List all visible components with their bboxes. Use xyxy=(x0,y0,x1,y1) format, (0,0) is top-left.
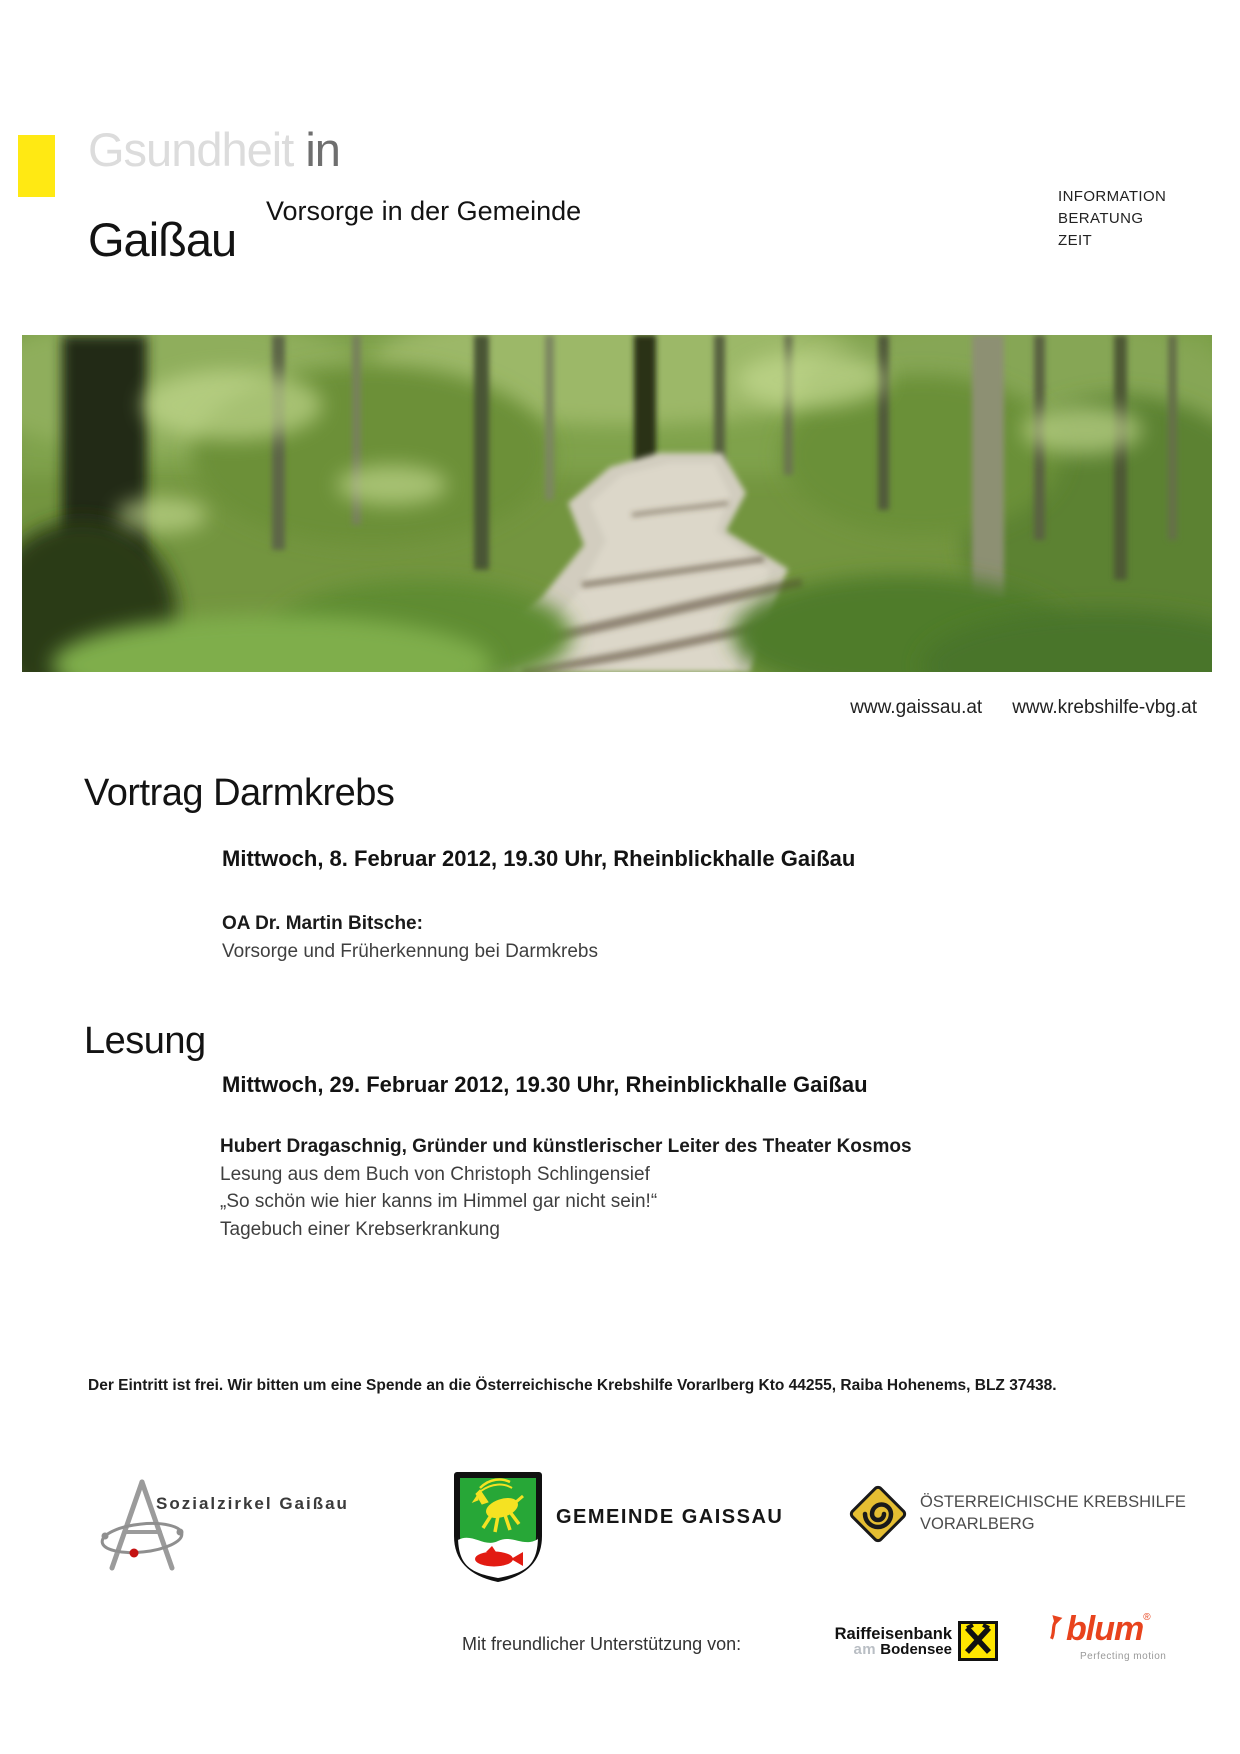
info-line: ZEIT xyxy=(1058,232,1093,249)
raiffeisen-gable-cross-icon xyxy=(958,1621,998,1661)
blum-logo xyxy=(1046,1610,1151,1649)
lesung-book-line: Lesung aus dem Buch von Christoph Schlingensief xyxy=(220,1164,650,1185)
title-in: in xyxy=(305,123,340,176)
blum-registered-mark: ® xyxy=(1143,1612,1151,1623)
gemeinde-gaissau-label: GEMEINDE GAISSAU xyxy=(556,1506,784,1528)
raiffeisen-label-line2 xyxy=(806,1642,952,1657)
krebshilfe-spiral-icon xyxy=(846,1482,910,1546)
krebshilfe-url: www.krebshilfe-vbg.at xyxy=(1012,697,1197,718)
forest-path-photo xyxy=(22,335,1212,672)
info-line: BERATUNG xyxy=(1058,210,1144,227)
raiffeisen-label-line1: Raiffeisenbank xyxy=(834,1625,952,1643)
vortrag-speaker: OA Dr. Martin Bitsche: xyxy=(222,913,423,934)
blum-tagline: Perfecting motion xyxy=(1080,1651,1167,1662)
krebshilfe-label-line1: ÖSTERREICHISCHE KREBSHILFE xyxy=(920,1493,1186,1511)
title-town: Gaißau xyxy=(88,213,237,266)
page-title xyxy=(88,122,340,177)
entry-donation-notice: Der Eintritt ist frei. Wir bitten um eine Spende an die Österreichische Krebshilfe Vorarlberg Kto 44255, Raiba Hohenems, BLZ 37438. xyxy=(88,1377,1057,1394)
info-line: INFORMATION xyxy=(1058,188,1167,205)
blum-wordmark: blum xyxy=(1066,1610,1144,1648)
event-datetime-vortrag: Mittwoch, 8. Februar 2012, 19.30 Uhr, Rheinblickhalle Gaißau xyxy=(222,846,856,871)
event-title-lesung: Lesung xyxy=(84,1020,206,1062)
gemeinde-gaissau-crest-icon xyxy=(452,1470,544,1584)
event-title-vortrag: Vortrag Darmkrebs xyxy=(84,772,395,814)
title-gsundheit: Gsundheit xyxy=(88,123,294,176)
sozialzirkel-label: Sozialzirkel Gaißau xyxy=(156,1494,349,1513)
raiffeisen-label xyxy=(806,1627,952,1657)
website-urls xyxy=(850,697,1197,719)
blum-arrow-icon xyxy=(1046,1612,1066,1642)
sozialzirkel-compass-icon xyxy=(98,1476,186,1572)
raiffeisen-bodensee: Bodensee xyxy=(880,1641,952,1658)
krebshilfe-label-line2: VORARLBERG xyxy=(920,1515,1035,1533)
yellow-accent-square xyxy=(18,135,55,197)
support-label: Mit freundlicher Unterstützung von: xyxy=(462,1634,742,1654)
lesung-speaker: Hubert Dragaschnig, Gründer und künstlerischer Leiter des Theater Kosmos xyxy=(220,1136,912,1157)
lesung-diary-line: Tagebuch einer Krebserkrankung xyxy=(220,1219,500,1240)
raiffeisen-am: am xyxy=(853,1641,877,1658)
info-block xyxy=(1058,186,1166,252)
lesung-quote-line: „So schön wie hier kanns im Himmel gar nicht sein!“ xyxy=(220,1191,658,1212)
krebshilfe-label xyxy=(920,1491,1186,1535)
event-datetime-lesung: Mittwoch, 29. Februar 2012, 19.30 Uhr, Rheinblickhalle Gaißau xyxy=(222,1072,868,1097)
vortrag-topic: Vorsorge und Früherkennung bei Darmkrebs xyxy=(222,941,598,962)
gaissau-url: www.gaissau.at xyxy=(850,697,983,718)
subtitle: Vorsorge in der Gemeinde xyxy=(266,196,582,226)
